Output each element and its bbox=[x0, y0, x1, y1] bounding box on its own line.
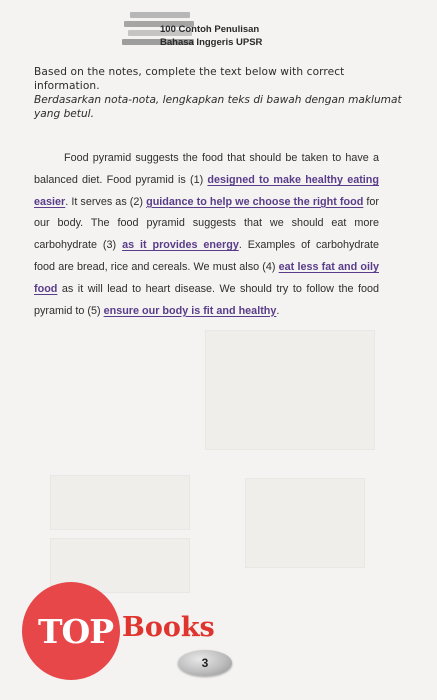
instruction-malay: Berdasarkan nota-nota, lengkapkan teks di bawah dengan maklumat yang betul. bbox=[34, 94, 402, 120]
passage-segment: . bbox=[276, 304, 280, 317]
passage-segment: as it will lead to heart disease. We should try to follow the food pyramid to (5) bbox=[34, 282, 379, 317]
bleed-through-box bbox=[205, 330, 375, 450]
passage-segment: for our body. The food pyramid suggests that we should eat more carbohydrate (3) bbox=[34, 195, 380, 252]
instruction-english: Based on the notes, complete the text below with correct information. bbox=[34, 66, 345, 92]
answer-4: eat less fat and oily food bbox=[34, 260, 379, 295]
logo-top-text: TOP bbox=[38, 612, 114, 651]
header-title-line2: Bahasa Inggeris UPSR bbox=[160, 37, 263, 48]
passage-segment: Food pyramid suggests the food that should be taken to have a balanced diet. Food pyramid is (1) bbox=[34, 152, 379, 186]
header-book-stack bbox=[130, 12, 190, 18]
book-header bbox=[120, 8, 320, 52]
answer-5: ensure our body is fit and healthy bbox=[103, 304, 277, 317]
passage-text bbox=[34, 148, 379, 322]
page-number-badge: 3 bbox=[178, 650, 232, 676]
passage-segment: . Examples of carbohydrate food are bread, rice and cereals. We must also (4) bbox=[34, 239, 380, 273]
bleed-through-box bbox=[245, 478, 365, 568]
answer-1: designed to make healthy eating easier bbox=[34, 173, 380, 208]
bleed-through-box bbox=[50, 475, 190, 530]
answer-3: as it provides energy bbox=[122, 239, 239, 252]
header-title bbox=[160, 23, 330, 49]
passage-segment: . It serves as (2) bbox=[65, 195, 147, 208]
header-title-line1: 100 Contoh Penulisan bbox=[160, 24, 260, 35]
answer-2: guidance to help we choose the right food bbox=[146, 195, 364, 208]
logo-books-text: Books bbox=[122, 612, 215, 643]
